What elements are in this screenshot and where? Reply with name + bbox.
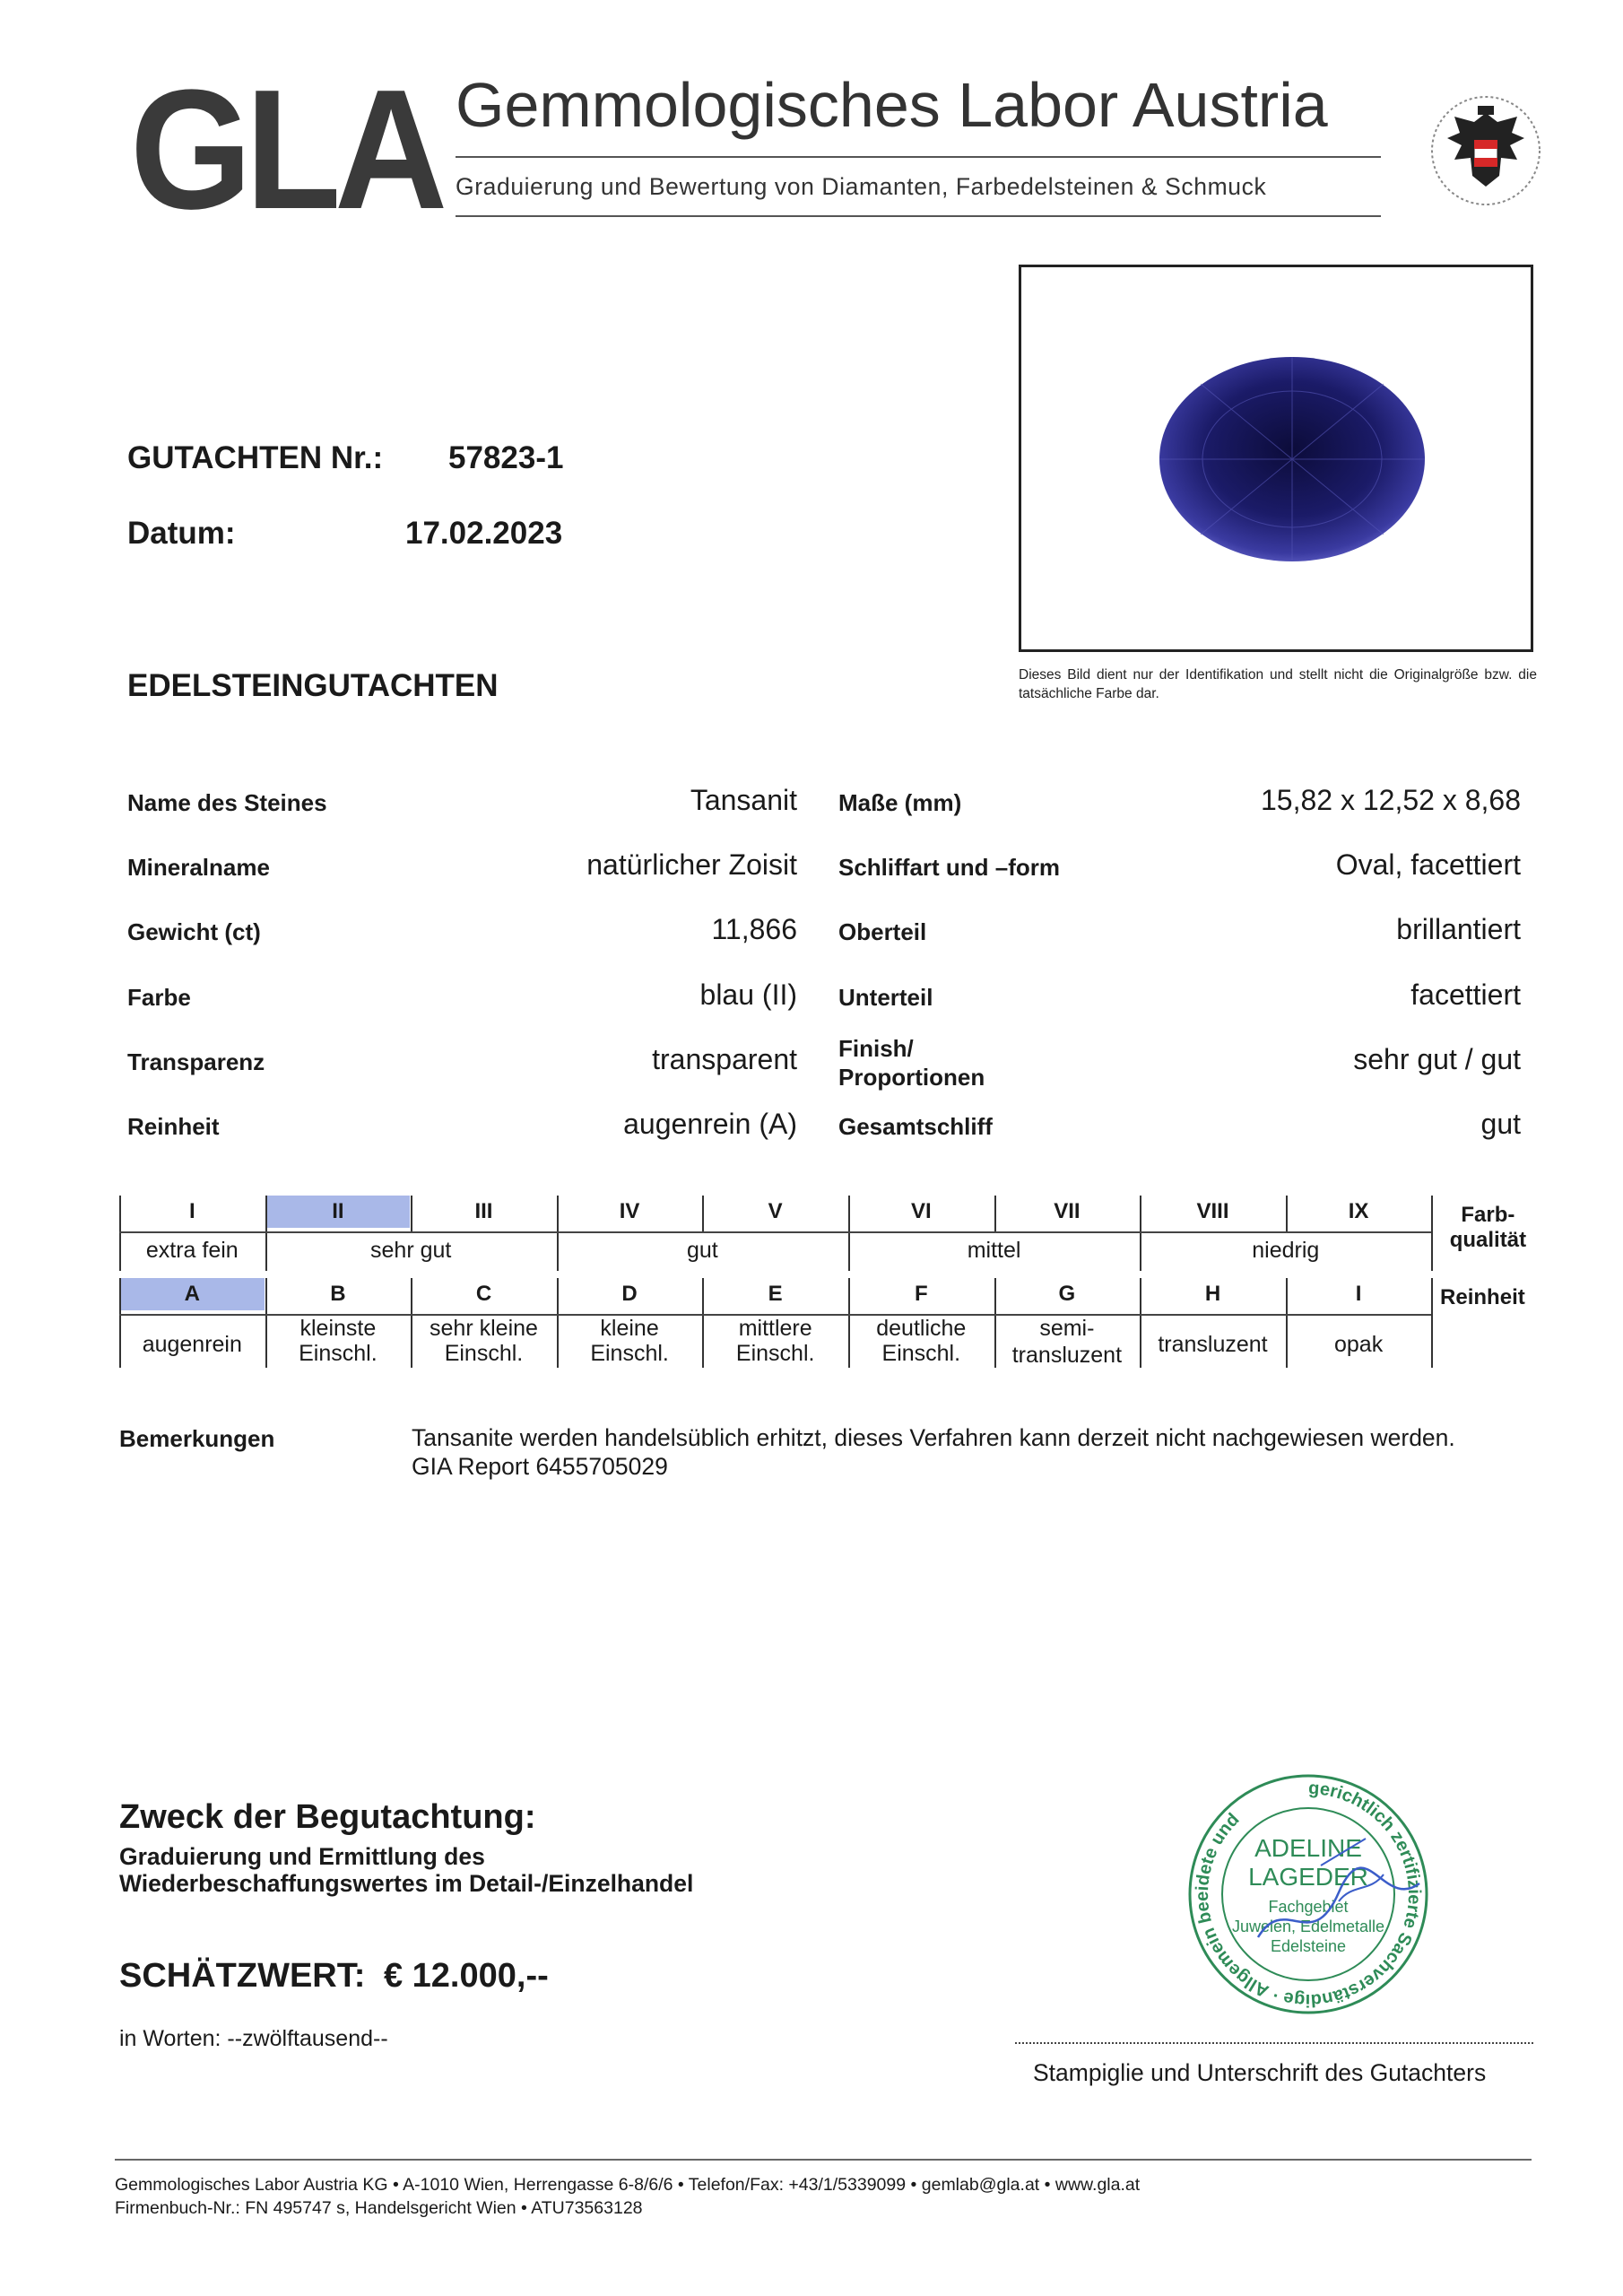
- grid-vline: [848, 1196, 850, 1231]
- color-grade-cell: VII: [1054, 1199, 1081, 1223]
- property-label: Gesamtschliff: [838, 1113, 993, 1140]
- grid-vline: [994, 1196, 996, 1231]
- clarity-desc-cell: [119, 1332, 265, 1357]
- clarity-grade-cell: D: [621, 1282, 638, 1306]
- grid-vline: [265, 1278, 267, 1368]
- grid-vline: [1140, 1196, 1141, 1231]
- property-label: Name des Steines: [127, 789, 327, 816]
- color-quality-label-line: qualität: [1449, 1228, 1527, 1252]
- property-value: natürlicher Zoisit: [586, 848, 797, 881]
- property-label-line2: Proportionen: [838, 1064, 985, 1091]
- color-group-label: extra fein: [145, 1238, 239, 1263]
- remarks-text: [412, 1423, 1455, 1481]
- property-value: sehr gut / gut: [1353, 1043, 1521, 1075]
- clarity-desc-line: opak: [1333, 1332, 1384, 1357]
- seal-line-4: Juwelen, Edelmetalle: [1231, 1918, 1385, 1935]
- grid-hline: [119, 1231, 1431, 1233]
- color-quality-label-line: Farb-: [1461, 1203, 1515, 1227]
- grid-vline: [265, 1231, 267, 1271]
- estimate-label: SCHÄTZWERT:: [119, 1957, 366, 1995]
- color-grade-cell: V: [768, 1199, 783, 1223]
- tanzanite-stone-image: [1021, 267, 1531, 649]
- clarity-desc-line: kleine: [600, 1316, 659, 1341]
- purpose-title: Zweck der Begutachtung:: [119, 1798, 536, 1836]
- clarity-desc-line: transluzent: [1158, 1332, 1268, 1357]
- clarity-desc-cell: [265, 1316, 412, 1366]
- clarity-desc-line: transluzent: [1011, 1343, 1123, 1368]
- property-label: Mineralname: [127, 854, 270, 881]
- austrian-eagle-emblem-icon: [1428, 86, 1544, 221]
- grid-vline: [557, 1231, 559, 1271]
- grid-vline: [1431, 1196, 1433, 1231]
- grading-scale-table: [119, 1196, 1534, 1370]
- seal-line-3: Fachgebiet: [1268, 1898, 1349, 1916]
- grid-vline: [119, 1196, 121, 1231]
- signature-line: [1015, 2042, 1533, 2044]
- svg-text:gerichtlich zertifizierte Sach: [1193, 1779, 1424, 2010]
- clarity-desc-cell: [994, 1316, 1141, 1368]
- grid-vline: [411, 1278, 412, 1368]
- property-value: gut: [1480, 1108, 1521, 1140]
- property-label: Schliffart und –form: [838, 854, 1061, 881]
- clarity-desc-line: semi-: [1039, 1316, 1095, 1341]
- grid-vline: [119, 1278, 121, 1368]
- clarity-grade-cell: G: [1058, 1282, 1076, 1306]
- clarity-desc-line: sehr kleine: [430, 1316, 538, 1341]
- clarity-desc-line: Einschl.: [299, 1341, 378, 1366]
- clarity-desc-cell: [1140, 1332, 1286, 1357]
- grid-vline: [1286, 1278, 1288, 1368]
- property-value: 11,866: [711, 913, 797, 945]
- clarity-desc-cell: [411, 1316, 557, 1366]
- color-grade-cell: II: [332, 1199, 344, 1223]
- remarks-line: GIA Report 6455705029: [412, 1453, 668, 1480]
- grid-vline: [1286, 1196, 1288, 1231]
- color-grade-cell: VI: [910, 1199, 932, 1223]
- clarity-desc-cell: [1286, 1332, 1432, 1357]
- clarity-grade-cell: C: [475, 1282, 492, 1306]
- grid-vline: [994, 1278, 996, 1368]
- footer-rule: [115, 2159, 1532, 2161]
- estimate-in-words: in Worten: --zwölftausend--: [119, 2026, 388, 2051]
- grid-hline: [119, 1314, 1431, 1316]
- property-value: facettiert: [1410, 978, 1521, 1011]
- color-grade-cell: I: [188, 1199, 195, 1223]
- color-group-label: sehr gut: [370, 1238, 452, 1263]
- estimate-value: € 12.000,--: [383, 1957, 549, 1995]
- report-number: 57823-1: [448, 440, 564, 475]
- photo-caption: Dieses Bild dient nur der Identifikation und stellt nicht die Originalgröße bzw. die tatsächliche Farbe dar.: [1019, 667, 1537, 701]
- color-grade-cell: IV: [619, 1199, 640, 1223]
- property-label: Gewicht (ct): [127, 918, 261, 945]
- report-number-label: GUTACHTEN Nr.:: [127, 440, 384, 475]
- header-rule-bottom: [456, 215, 1381, 217]
- clarity-desc-line: Einschl.: [590, 1341, 669, 1366]
- property-value: brillantiert: [1396, 913, 1521, 945]
- remarks-label: Bemerkungen: [119, 1425, 275, 1452]
- clarity-grade-cell: F: [914, 1282, 928, 1306]
- clarity-grade-cell: H: [1204, 1282, 1221, 1306]
- property-value: augenrein (A): [623, 1108, 797, 1140]
- clarity-desc-line: kleinste: [299, 1316, 377, 1341]
- grid-vline: [1431, 1278, 1433, 1368]
- clarity-desc-cell: [702, 1316, 848, 1366]
- color-grade-cell: IX: [1348, 1199, 1369, 1223]
- stone-photo-frame: [1019, 265, 1533, 652]
- document-type: EDELSTEINGUTACHTEN: [127, 668, 499, 703]
- clarity-grade-cell: I: [1355, 1282, 1362, 1306]
- property-label: Oberteil: [838, 918, 927, 945]
- clarity-grade-cell: A: [184, 1282, 200, 1306]
- gla-logo: GLA: [130, 55, 441, 245]
- grid-vline: [1431, 1231, 1433, 1271]
- signature-label: Stampiglie und Unterschrift des Gutachters: [1033, 2059, 1487, 2086]
- report-date: 17.02.2023: [405, 516, 563, 551]
- property-value: Tansanit: [690, 784, 797, 816]
- clarity-desc-line: deutliche: [876, 1316, 967, 1341]
- seal-ring-text: gerichtlich zertifizierte Sachverständige · Allgemein beeidete und: [1192, 1778, 1425, 2011]
- grid-vline: [265, 1196, 267, 1231]
- clarity-label: Reinheit: [1440, 1285, 1525, 1309]
- grid-vline: [702, 1196, 704, 1231]
- clarity-grade-cell: B: [330, 1282, 346, 1306]
- color-quality-label: [1438, 1203, 1537, 1253]
- grid-vline: [848, 1278, 850, 1368]
- grid-vline: [119, 1231, 121, 1271]
- clarity-desc-line: Einschl.: [735, 1341, 815, 1366]
- clarity-grade-cell: E: [768, 1282, 783, 1306]
- lab-subtitle: Graduierung und Bewertung von Diamanten, Farbedelsteinen & Schmuck: [456, 173, 1267, 200]
- property-label: Unterteil: [838, 984, 933, 1011]
- lab-name: Gemmologisches Labor Austria: [456, 70, 1328, 140]
- grid-vline: [1140, 1231, 1141, 1271]
- property-value: 15,82 x 12,52 x 8,68: [1261, 784, 1521, 816]
- grid-vline: [1140, 1278, 1141, 1368]
- property-value: blau (II): [699, 978, 797, 1011]
- purpose-text: [119, 1843, 693, 1897]
- clarity-desc-line: Einschl.: [444, 1341, 524, 1366]
- property-label: Maße (mm): [838, 789, 962, 816]
- footer-line: Gemmologisches Labor Austria KG • A-1010 Wien, Herrengasse 6-8/6/6 • Telefon/Fax: +43/1/5339099 • gemlab@gla.at • www.gla.at: [115, 2175, 1141, 2195]
- property-label: Finish/: [838, 1035, 914, 1062]
- grid-vline: [557, 1278, 559, 1368]
- property-value: Oval, facettiert: [1335, 848, 1521, 881]
- grid-vline: [702, 1278, 704, 1368]
- date-label: Datum:: [127, 516, 236, 551]
- seal-line-5: Edelsteine: [1270, 1937, 1347, 1955]
- purpose-line: Graduierung und Ermittlung des: [119, 1843, 485, 1870]
- clarity-desc-cell: [557, 1316, 703, 1366]
- purpose-line: Wiederbeschaffungswertes im Detail-/Einzelhandel: [119, 1870, 694, 1897]
- remarks-line: Tansanite werden handelsüblich erhitzt, dieses Verfahren kann derzeit nicht nachgewiesen werden.: [412, 1424, 1455, 1451]
- grid-vline: [848, 1231, 850, 1271]
- property-label: Farbe: [127, 984, 191, 1011]
- color-group-label: gut: [687, 1238, 718, 1263]
- clarity-desc-line: Einschl.: [881, 1341, 961, 1366]
- color-group-label: niedrig: [1252, 1238, 1320, 1263]
- seal-name-1: ADELINE: [1254, 1834, 1362, 1862]
- header-rule-top: [456, 156, 1381, 158]
- property-label: Transparenz: [127, 1048, 265, 1075]
- property-value: transparent: [652, 1043, 797, 1075]
- clarity-desc-line: mittlere: [738, 1316, 812, 1341]
- expert-seal-stamp: [1159, 1758, 1457, 2027]
- color-grade-cell: III: [474, 1199, 493, 1223]
- grid-vline: [557, 1196, 559, 1231]
- clarity-desc-line: augenrein: [142, 1332, 242, 1357]
- color-grade-cell: VIII: [1196, 1199, 1229, 1223]
- color-group-label: mittel: [967, 1238, 1021, 1263]
- property-label: Reinheit: [127, 1113, 220, 1140]
- footer-line: Firmenbuch-Nr.: FN 495747 s, Handelsgericht Wien • ATU73563128: [115, 2198, 643, 2218]
- footer: [115, 2173, 1140, 2220]
- clarity-desc-cell: [848, 1316, 994, 1366]
- grid-vline: [411, 1196, 412, 1231]
- seal-name-2: LAGEDER: [1248, 1863, 1368, 1891]
- estimate: [119, 1957, 549, 1996]
